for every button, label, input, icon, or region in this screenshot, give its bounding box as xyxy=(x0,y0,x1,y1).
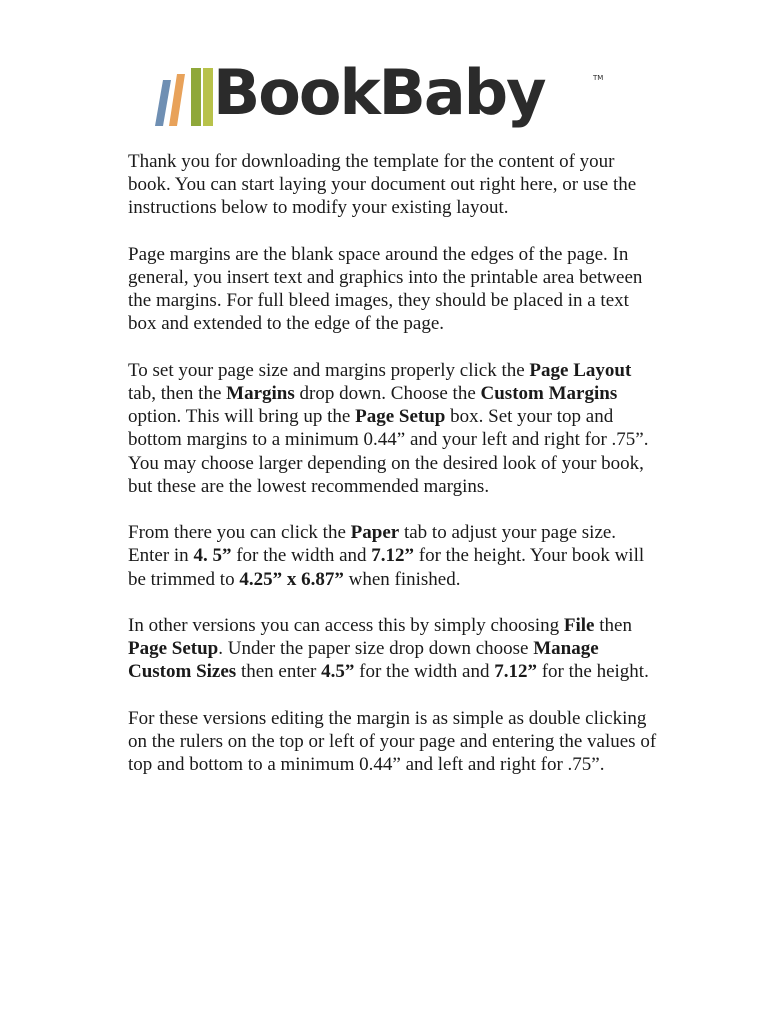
bold-term: 7.12” xyxy=(494,661,537,683)
text-run: In other versions you can access this by simply choosing xyxy=(128,615,564,636)
text-run: For these versions editing the margin is as simple as double clicking on the rulers on the top or left of your page and entering the values of top and bottom to a minimum 0.44” and left and right for .75”. xyxy=(128,707,657,776)
text-run: Page margins are the blank space around the edges of the page. In general, you insert text and graphics into the printable area between the margins. For full bleed images, they should be placed in a text box and extended to the edge of the page. xyxy=(128,243,643,335)
text-run: tab, then the xyxy=(128,383,227,404)
text-run: Thank you for downloading the template for the content of your book. You can start laying your document out right here, or use the instructions below to modify your existing layout. xyxy=(128,151,637,219)
trademark-mark: TM xyxy=(593,74,604,82)
logo-bar-4 xyxy=(203,68,213,126)
text-run: for the width and xyxy=(354,661,495,683)
bold-term: Margins xyxy=(226,383,295,404)
text-run: then xyxy=(594,615,632,636)
bold-term: File xyxy=(563,615,595,636)
logo-bars-icon xyxy=(155,66,215,128)
text-run: when finished. xyxy=(343,568,461,590)
bold-term: Page Setup xyxy=(128,638,219,660)
text-run: tab to adjust your page size. Enter in xyxy=(128,522,617,567)
bookbaby-logo xyxy=(155,56,615,132)
logo-wordmark: BookBaby xyxy=(213,56,545,129)
logo-bar-3 xyxy=(191,68,201,126)
bold-term: 4.25” x 6.87” xyxy=(239,568,344,590)
paragraph xyxy=(128,359,658,498)
logo-bar-2 xyxy=(169,74,185,126)
logo-bar-1 xyxy=(155,80,171,126)
bold-term: 4.5” xyxy=(321,661,355,683)
bold-term: Custom Margins xyxy=(480,383,618,404)
text-run: . Under the paper size drop down choose xyxy=(218,638,534,660)
bold-term: Manage Custom Sizes xyxy=(128,638,599,683)
paragraph xyxy=(128,243,658,336)
text-run: for the width and xyxy=(231,545,372,567)
text-run: then enter xyxy=(236,661,322,683)
instructions-body xyxy=(128,150,658,800)
text-run: drop down. Choose the xyxy=(294,383,481,404)
paragraph xyxy=(128,150,658,220)
bold-term: 4. 5” xyxy=(193,545,232,567)
text-run: To set your page size and margins properly click the xyxy=(128,359,530,381)
paragraph xyxy=(128,707,658,777)
text-run: for the height. Your book will be trimmed to xyxy=(128,545,645,590)
text-run: option. This will bring up the xyxy=(128,406,356,428)
bold-term: 7.12” xyxy=(371,545,415,567)
paragraph xyxy=(128,614,658,684)
text-run: for the height. xyxy=(536,661,649,683)
text-run: From there you can click the xyxy=(128,522,351,544)
text-run: box. Set your top and bottom margins to a minimum 0.44” and your left and right for .75”. You may choose larger depending on the desired look of your book, but these are the lowest recommended margins. xyxy=(128,406,649,497)
bold-term: Page Setup xyxy=(355,406,446,428)
paragraph xyxy=(128,521,658,591)
bold-term: Paper xyxy=(350,522,400,544)
bold-term: Page Layout xyxy=(529,359,632,381)
